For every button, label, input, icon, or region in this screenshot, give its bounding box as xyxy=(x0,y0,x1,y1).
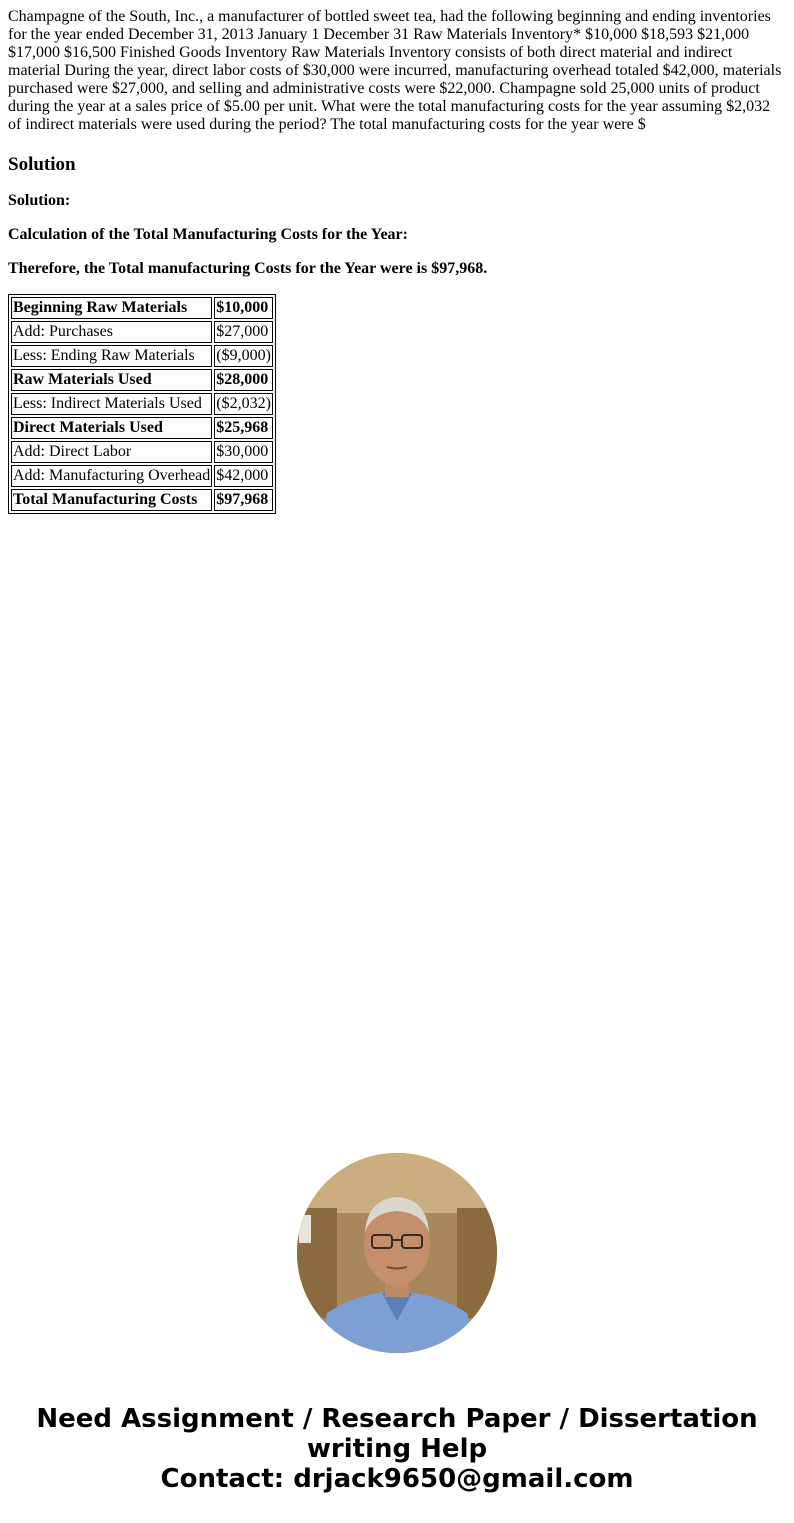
row-value: $25,968 xyxy=(214,417,273,439)
promo-line-1: Need Assignment / Research Paper / Dissertation xyxy=(36,1404,758,1434)
row-label: Beginning Raw Materials xyxy=(11,297,212,319)
row-label: Less: Indirect Materials Used xyxy=(11,393,212,415)
row-label: Less: Ending Raw Materials xyxy=(11,345,212,367)
solution-heading: Solution xyxy=(8,154,76,175)
row-value: ($9,000) xyxy=(214,345,273,367)
question-text: Champagne of the South, Inc., a manufacturer of bottled sweet tea, had the following beginning and ending inventories for the year ended December 31, 2013 January 1 December 31 Raw Materials Inventory* $10,000 $18,593 $21,000 $17,000 $16,500 Finished Goods Inventory Raw Materials Inventory consists of both direct material and indirect material During the year, direct labor costs of $30,000 were incurred, manufacturing overhead totaled $42,000, materials purchased were $27,000, and selling and administrative costs were $22,000. Champagne sold 25,000 units of product during the year at a sales price of $5.00 per unit. What were the total manufacturing costs for the year assuming $2,032 of indirect materials were used during the period? The total manufacturing costs for the year were $ xyxy=(8,8,782,133)
table-row xyxy=(11,465,273,487)
promo-banner xyxy=(0,1404,794,1494)
row-label: Add: Purchases xyxy=(11,321,212,343)
table-row xyxy=(11,417,273,439)
table-row xyxy=(11,345,273,367)
row-value: $27,000 xyxy=(214,321,273,343)
calculation-title: Calculation of the Total Manufacturing Costs for the Year: xyxy=(8,226,408,243)
row-value: $28,000 xyxy=(214,369,273,391)
row-value: $97,968 xyxy=(214,489,273,511)
conclusion-text: Therefore, the Total manufacturing Costs for the Year were is $97,968. xyxy=(8,260,488,277)
table-row xyxy=(11,489,273,511)
table-row xyxy=(11,441,273,463)
table-row xyxy=(11,321,273,343)
solution-label: Solution: xyxy=(8,192,71,209)
row-label: Direct Materials Used xyxy=(11,417,212,439)
table-row xyxy=(11,393,273,415)
row-value: $42,000 xyxy=(214,465,273,487)
promo-line-2: writing Help xyxy=(306,1434,488,1464)
row-value: $30,000 xyxy=(214,441,273,463)
row-label: Raw Materials Used xyxy=(11,369,212,391)
document-content xyxy=(8,8,786,514)
row-label: Total Manufacturing Costs xyxy=(11,489,212,511)
table-row xyxy=(11,297,273,319)
row-label: Add: Manufacturing Overhead xyxy=(11,465,212,487)
manufacturing-costs-table xyxy=(8,294,276,514)
promo-contact: Contact: drjack9650@gmail.com xyxy=(160,1464,634,1494)
row-label: Add: Direct Labor xyxy=(11,441,212,463)
author-avatar xyxy=(297,1153,497,1353)
row-value: $10,000 xyxy=(214,297,273,319)
table-row xyxy=(11,369,273,391)
author-photo-illustration xyxy=(297,1153,497,1353)
row-value: ($2,032) xyxy=(214,393,273,415)
